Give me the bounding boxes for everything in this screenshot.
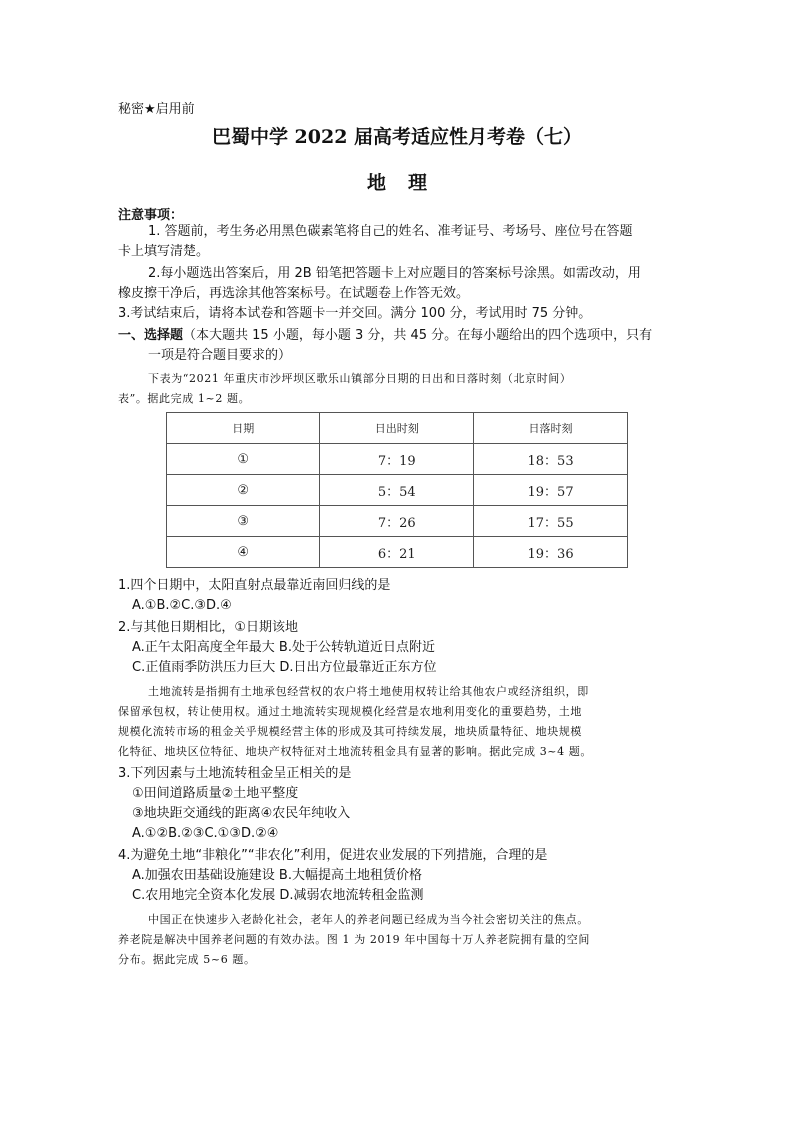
question-1-stem: 1.四个日期中，太阳直射点最靠近南回归线的是 — [118, 578, 391, 593]
exam-title: 巴蜀中学 2022 届高考适应性月考卷（七） — [211, 126, 583, 148]
table-row — [167, 475, 628, 506]
question-2-options-ab: A.正午太阳高度全年最大 B.处于公转轨道近日点附近 — [132, 640, 435, 655]
question-3-stem: 3.下列因素与土地流转租金呈正相关的是 — [118, 766, 352, 781]
table-row — [167, 506, 628, 537]
question-4-stem: 4.为避免土地“非粮化”“非农化”利用，促进农业发展的下列措施，合理的是 — [118, 848, 548, 863]
intro-q3-4-line2: 保留承包权，转让使用权。通过土地流转实现规模化经营是农地利用变化的重要趋势，土地 — [118, 705, 582, 718]
notice-item-2b: 橡皮擦干净后，再选涂其他答案标号。在试题卷上作答无效。 — [118, 286, 470, 301]
intro-q3-4-line3: 规模化流转市场的租金关乎规模经营主体的形成及其可持续发展，地块质量特征、地块规模 — [118, 725, 582, 738]
intro-q5-6-line2: 养老院是解决中国养老问题的有效办法。图 1 为 2019 年中国每十万人养老院拥有量的空间 — [118, 933, 590, 946]
question-2-stem: 2.与其他日期相比，①日期该地 — [118, 620, 299, 635]
table-cell: 6：21 — [320, 537, 474, 568]
confidential-mark: 秘密★启用前 — [118, 102, 195, 117]
table-cell: ④ — [167, 537, 320, 568]
table-header-cell: 日落时刻 — [474, 413, 628, 444]
subject-title: 地理 — [366, 172, 449, 194]
table-cell: 5：54 — [320, 475, 474, 506]
section-1-label: 一、选择题 — [118, 328, 184, 343]
section-1-desc-b: 一项是符合题目要求的） — [148, 348, 292, 363]
notice-heading: 注意事项： — [118, 208, 184, 223]
notice-item-1a: 1. 答题前，考生务必用黑色碳素笔将自己的姓名、准考证号、考场号、座位号在答题 — [148, 224, 633, 239]
table-row — [167, 444, 628, 475]
sunrise-sunset-table — [166, 412, 628, 568]
table-row — [167, 537, 628, 568]
intro-q5-6-line3: 分布。据此完成 5~6 题。 — [118, 953, 256, 966]
table-cell: ② — [167, 475, 320, 506]
table-header-cell: 日出时刻 — [320, 413, 474, 444]
intro-q1-2-line1: 下表为“2021 年重庆市沙坪坝区歌乐山镇部分日期的日出和日落时刻（北京时间） — [148, 372, 572, 385]
intro-q1-2-line2: 表”。据此完成 1~2 题。 — [118, 392, 251, 405]
notice-item-2a: 2.每小题选出答案后，用 2B 铅笔把答题卡上对应题目的答案标号涂黑。如需改动，用 — [148, 266, 641, 281]
notice-item-3: 3.考试结束后，请将本试卷和答题卡一并交回。满分 100 分，考试用时 75 分钟。 — [118, 306, 592, 321]
notice-item-1b: 卡上填写清楚。 — [118, 244, 210, 259]
question-3-options: A.①②B.②③C.①③D.②④ — [132, 826, 279, 841]
question-2-options-cd: C.正值雨季防洪压力巨大 D.日出方位最靠近正东方位 — [132, 660, 437, 675]
table-cell: 7：26 — [320, 506, 474, 537]
table-cell: 7：19 — [320, 444, 474, 475]
table-cell: 19：57 — [474, 475, 628, 506]
intro-q5-6-line1: 中国正在快速步入老龄化社会，老年人的养老问题已经成为当今社会密切关注的焦点。 — [148, 913, 589, 926]
table-cell: ① — [167, 444, 320, 475]
table-cell: ③ — [167, 506, 320, 537]
question-4-options-cd: C.农用地完全资本化发展 D.减弱农地流转租金监测 — [132, 888, 424, 903]
table-header-row — [167, 413, 628, 444]
section-1-heading — [118, 326, 652, 346]
question-3-factors-b: ③地块距交通线的距离④农民年纯收入 — [132, 806, 351, 821]
table-header-cell: 日期 — [167, 413, 320, 444]
intro-q3-4-line1: 土地流转是指拥有土地承包经营权的农户将土地使用权转让给其他农户或经济组织，即 — [148, 685, 589, 698]
table-cell: 19：36 — [474, 537, 628, 568]
question-4-options-ab: A.加强农田基础设施建设 B.大幅提高土地租赁价格 — [132, 868, 422, 883]
table-cell: 18：53 — [474, 444, 628, 475]
intro-q3-4-line4: 化特征、地块区位特征、地块产权特征对土地流转租金具有显著的影响。据此完成 3~4 题。 — [118, 745, 593, 758]
question-3-factors-a: ①田间道路质量②土地平整度 — [132, 786, 299, 801]
question-1-options: A.①B.②C.③D.④ — [132, 598, 232, 613]
table-cell: 17：55 — [474, 506, 628, 537]
section-1-desc-a: （本大题共 15 小题，每小题 3 分，共 45 分。在每小题给出的四个选项中，只有 — [183, 328, 653, 343]
